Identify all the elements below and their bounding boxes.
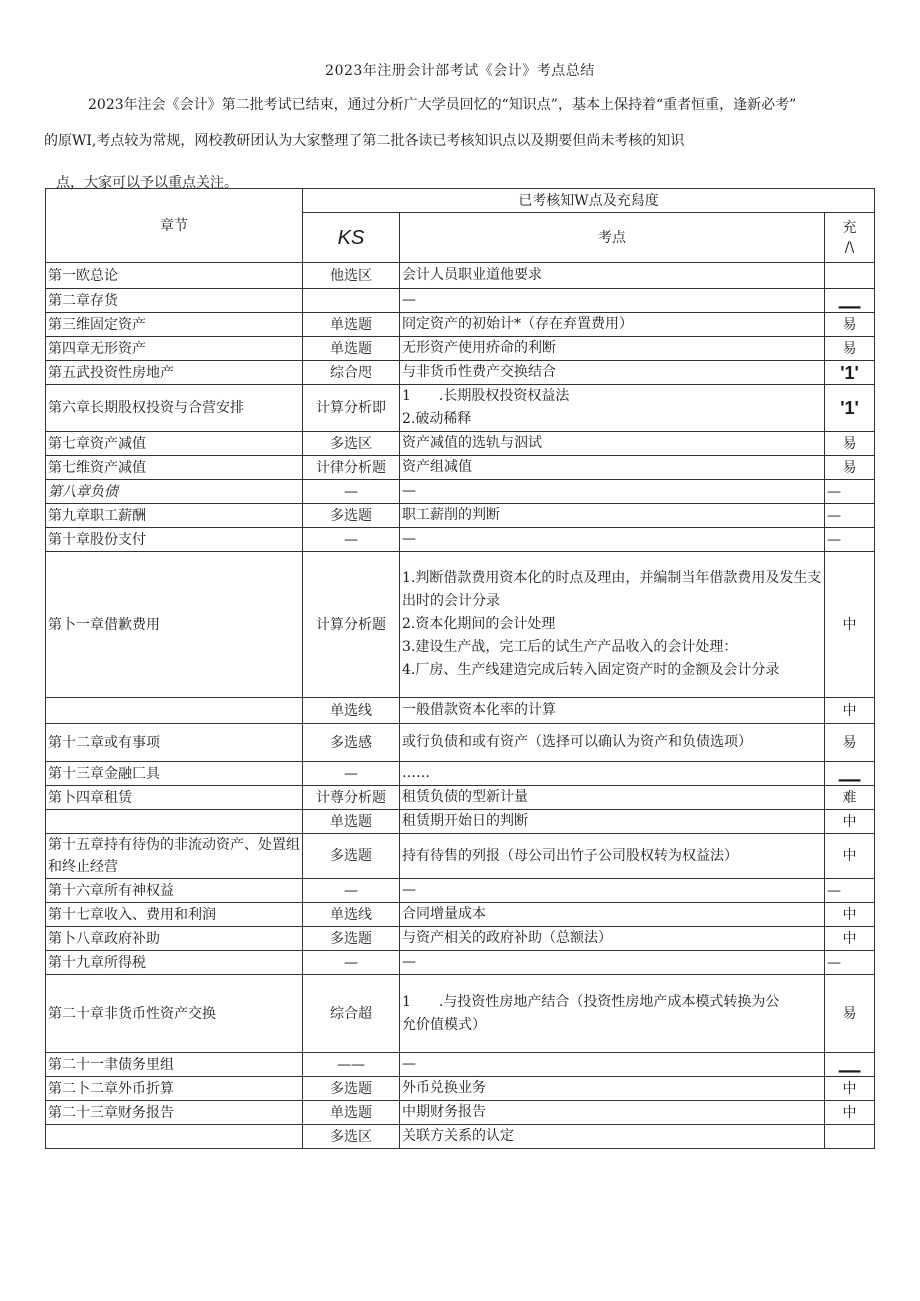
chapter-cell xyxy=(46,810,303,834)
chapter-cell: 第二章存货 xyxy=(46,289,303,313)
question-type-cell: 多选题 xyxy=(303,834,400,879)
exam-point-line: 1 .长期股权投资权益法 xyxy=(402,388,570,404)
exam-point-line: …… xyxy=(402,765,430,781)
table-row xyxy=(46,313,875,337)
table-row xyxy=(46,1101,875,1125)
question-type-cell: —— xyxy=(303,1053,400,1077)
page-title: 2023年注册会计部考试《会计》考点总结 xyxy=(325,63,595,79)
table-row xyxy=(46,552,875,698)
difficulty-cell: — xyxy=(825,879,875,903)
exam-point-cell xyxy=(400,927,825,951)
difficulty-cell: 易 xyxy=(825,432,875,456)
difficulty-cell: 中 xyxy=(825,552,875,698)
table-row xyxy=(46,810,875,834)
chapter-cell: 第十七章收入、费用和利润 xyxy=(46,903,303,927)
chapter-cell: 第二卜二章外币折算 xyxy=(46,1077,303,1101)
question-type-cell: — xyxy=(303,879,400,903)
exam-point-cell xyxy=(400,951,825,975)
question-type-cell: 多选题 xyxy=(303,1077,400,1101)
question-type-cell: 多选感 xyxy=(303,724,400,762)
chapter-cell: 第八章负债 xyxy=(46,480,303,504)
difficulty-cell: 中 xyxy=(825,698,875,724)
table-row xyxy=(46,289,875,313)
question-type-cell: 计律分析题 xyxy=(303,456,400,480)
exam-point-cell xyxy=(400,1125,825,1149)
question-type-cell: 他选区 xyxy=(303,263,400,289)
exam-point-line: 资产组减值 xyxy=(402,459,472,475)
difficulty-cell: '1' xyxy=(825,385,875,432)
table-row xyxy=(46,927,875,951)
question-type-cell: — xyxy=(303,480,400,504)
header-ks: KS xyxy=(303,213,400,263)
difficulty-cell: — xyxy=(825,951,875,975)
chapter-cell: 第卜八章政府补助 xyxy=(46,927,303,951)
chapter-cell: 第七维资产减值 xyxy=(46,456,303,480)
exam-point-cell xyxy=(400,903,825,927)
difficulty-cell: 易 xyxy=(825,313,875,337)
exam-point-cell xyxy=(400,1101,825,1125)
header-difficulty: 充 /\ xyxy=(825,213,875,263)
difficulty-cell: 中 xyxy=(825,927,875,951)
question-type-cell: 单选题 xyxy=(303,810,400,834)
question-type-cell: 单选题 xyxy=(303,313,400,337)
exam-point-line: 与资产相关的政府补助（总额法） xyxy=(402,930,612,946)
exam-point-line: — xyxy=(402,292,416,308)
exam-point-cell xyxy=(400,480,825,504)
difficulty-cell: ▁▁ xyxy=(825,762,875,786)
chapter-cell: 第卜四章租赁 xyxy=(46,786,303,810)
exam-point-line: 合同增量成本 xyxy=(402,906,486,922)
question-type-cell: 计算分析即 xyxy=(303,385,400,432)
exam-point-cell xyxy=(400,975,825,1053)
exam-point-line: 3.建设生产战，完工后的试生产产品收入的会计处理： xyxy=(402,639,738,655)
exam-point-line: — xyxy=(402,1056,416,1072)
question-type-cell: 多选区 xyxy=(303,1125,400,1149)
exam-point-cell xyxy=(400,313,825,337)
table-row xyxy=(46,724,875,762)
question-type-cell: 单选线 xyxy=(303,903,400,927)
exam-point-cell xyxy=(400,456,825,480)
exam-point-line: 一般借款资本化率的计算 xyxy=(402,702,556,718)
exam-point-cell xyxy=(400,337,825,361)
exam-point-line: 关联方关系的认定 xyxy=(402,1128,514,1144)
exam-point-line: 外币兑换业务 xyxy=(402,1080,486,1096)
difficulty-cell: 中 xyxy=(825,810,875,834)
difficulty-cell: — xyxy=(825,480,875,504)
header-point: 考点 xyxy=(400,213,825,263)
chapter-cell: 第十二章或有事项 xyxy=(46,724,303,762)
exam-point-line: — xyxy=(402,531,416,547)
question-type-cell: 计尊分析题 xyxy=(303,786,400,810)
exam-point-cell xyxy=(400,1077,825,1101)
exam-point-cell xyxy=(400,879,825,903)
difficulty-cell: 易 xyxy=(825,337,875,361)
table-row xyxy=(46,975,875,1053)
chapter-cell xyxy=(46,1125,303,1149)
intro-line-1: 2023年注会《会计》第二批考试已结束，通过分析广大学员回忆的“知识点”，基本上保持着“重者恒重，逢新必考” xyxy=(88,97,797,113)
chapter-cell: 第二十三章财务报告 xyxy=(46,1101,303,1125)
difficulty-cell: 易 xyxy=(825,456,875,480)
header-chapter: 章节 xyxy=(46,189,303,263)
exam-point-line: 中期财务报告 xyxy=(402,1104,486,1120)
difficulty-cell: 中 xyxy=(825,903,875,927)
intro-line-3: 点，大家可以予以重点关注。 xyxy=(56,175,238,191)
table-row xyxy=(46,903,875,927)
exam-point-line: — xyxy=(402,882,416,898)
chapter-cell: 第一欧总论 xyxy=(46,263,303,289)
chapter-cell: 第二十一聿债务里组 xyxy=(46,1053,303,1077)
exam-point-cell xyxy=(400,552,825,698)
question-type-cell: 多选题 xyxy=(303,927,400,951)
question-type-cell: 多选题 xyxy=(303,504,400,528)
exam-point-cell xyxy=(400,810,825,834)
difficulty-cell xyxy=(825,1125,875,1149)
question-type-cell xyxy=(303,289,400,313)
exam-point-line: 允价值模式） xyxy=(402,1016,486,1033)
table-row xyxy=(46,263,875,289)
table-row xyxy=(46,879,875,903)
exam-point-line: 与非货币性费产交换结合 xyxy=(402,364,556,380)
table-row xyxy=(46,456,875,480)
difficulty-cell: ▁▁ xyxy=(825,1053,875,1077)
table-row xyxy=(46,432,875,456)
question-type-cell: 综合咫 xyxy=(303,361,400,385)
question-type-cell: — xyxy=(303,951,400,975)
table-row xyxy=(46,361,875,385)
chapter-cell: 第五武投资性房地产 xyxy=(46,361,303,385)
table-row xyxy=(46,480,875,504)
question-type-cell: 综合超 xyxy=(303,975,400,1053)
chapter-cell: 第十六章所有神权益 xyxy=(46,879,303,903)
exam-point-line: 冏定资产的初始计*（存在弃置费用） xyxy=(402,316,633,332)
exam-point-line: 资产减值的选轨与泅试 xyxy=(402,435,542,451)
difficulty-cell: 中 xyxy=(825,1101,875,1125)
difficulty-cell: 中 xyxy=(825,834,875,879)
difficulty-cell xyxy=(825,263,875,289)
question-type-cell: 单选题 xyxy=(303,1101,400,1125)
chapter-cell xyxy=(46,698,303,724)
header-group: 已考核知W点及充舄度 xyxy=(303,189,875,213)
table-row xyxy=(46,504,875,528)
exam-point-line: 4.厂房、生产线建造完成后转入固定资产时的金额及会计分录 xyxy=(402,662,780,678)
exam-point-cell xyxy=(400,385,825,432)
table-row xyxy=(46,1077,875,1101)
table-row xyxy=(46,385,875,432)
exam-point-line: 会计人员职业道他要求 xyxy=(402,267,542,283)
exam-point-line: — xyxy=(402,954,416,970)
exam-point-cell xyxy=(400,698,825,724)
exam-point-cell xyxy=(400,361,825,385)
table-row xyxy=(46,698,875,724)
exam-point-line: — xyxy=(402,483,416,499)
difficulty-cell: ▁▁ xyxy=(825,289,875,313)
chapter-cell: 第卜一章借歉费用 xyxy=(46,552,303,698)
question-type-cell: — xyxy=(303,528,400,552)
chapter-cell: 第二十章非货币性资产交换 xyxy=(46,975,303,1053)
exam-point-line: 租赁期开始日的判断 xyxy=(402,813,528,829)
table-row xyxy=(46,528,875,552)
question-type-cell: 单选线 xyxy=(303,698,400,724)
chapter-cell: 第九章职工薪酬 xyxy=(46,504,303,528)
table-row xyxy=(46,786,875,810)
exam-point-cell xyxy=(400,786,825,810)
exam-point-line: 持有待售的列报（母公司出竹子公司股权转为权益法） xyxy=(402,847,738,864)
chapter-cell: 第十九章所得税 xyxy=(46,951,303,975)
chapter-cell: 第六章长期股权投资与合营安排 xyxy=(46,385,303,432)
question-type-cell: 单选题 xyxy=(303,337,400,361)
exam-point-line: 租赁负债的型新计量 xyxy=(402,789,528,805)
table-row xyxy=(46,337,875,361)
exam-point-line: 无形资产使用疥命的利断 xyxy=(402,340,556,356)
chapter-cell: 第三维固定资产 xyxy=(46,313,303,337)
exam-point-line: 1.判断借款费用资本化的时点及理由，并编制当年借款费用及发生支出时的会计分录 xyxy=(402,570,822,609)
exam-point-cell xyxy=(400,724,825,762)
chapter-cell: 第十五章持有待伪的非流动资产、处置组和终止经营 xyxy=(46,834,303,879)
difficulty-cell: '1' xyxy=(825,361,875,385)
chapter-cell: 第十三章金融匚具 xyxy=(46,762,303,786)
table-row xyxy=(46,834,875,879)
exam-point-line: 2.破动稀释 xyxy=(402,411,472,427)
exam-point-cell xyxy=(400,1053,825,1077)
difficulty-cell: 易 xyxy=(825,975,875,1053)
question-type-cell: — xyxy=(303,762,400,786)
difficulty-cell: 难 xyxy=(825,786,875,810)
exam-point-cell xyxy=(400,834,825,879)
exam-point-line: 2.资本化期间的会计处理 xyxy=(402,616,556,632)
exam-point-cell xyxy=(400,504,825,528)
chapter-cell: 第十章股份支付 xyxy=(46,528,303,552)
intro-line-2: 的原WI,考点较为常规，网校教研团认为大家整理了第二批各读已考核知识点以及期要但尚未考核的知识 xyxy=(44,133,685,149)
table-row xyxy=(46,1053,875,1077)
exam-point-cell xyxy=(400,528,825,552)
exam-point-cell xyxy=(400,289,825,313)
chapter-cell: 第四章无形资产 xyxy=(46,337,303,361)
exam-point-line: 或行负债和或有资产（选择可以确认为资产和负债选项） xyxy=(402,734,752,750)
difficulty-cell: — xyxy=(825,528,875,552)
table-row xyxy=(46,951,875,975)
exam-point-line: 1 .与投资性房地产结合（投资性房地产成本模式转换为公 xyxy=(402,993,780,1010)
question-type-cell: 多选区 xyxy=(303,432,400,456)
table-row xyxy=(46,1125,875,1149)
table-row xyxy=(46,762,875,786)
exam-points-table xyxy=(45,188,875,1149)
exam-point-cell xyxy=(400,263,825,289)
difficulty-cell: 中 xyxy=(825,1077,875,1101)
question-type-cell: 计算分析题 xyxy=(303,552,400,698)
exam-point-cell xyxy=(400,762,825,786)
difficulty-cell: 易 xyxy=(825,724,875,762)
chapter-cell: 第七章资产减值 xyxy=(46,432,303,456)
exam-point-line: 职工薪削的判断 xyxy=(402,507,500,523)
exam-point-cell xyxy=(400,432,825,456)
difficulty-cell: — xyxy=(825,504,875,528)
